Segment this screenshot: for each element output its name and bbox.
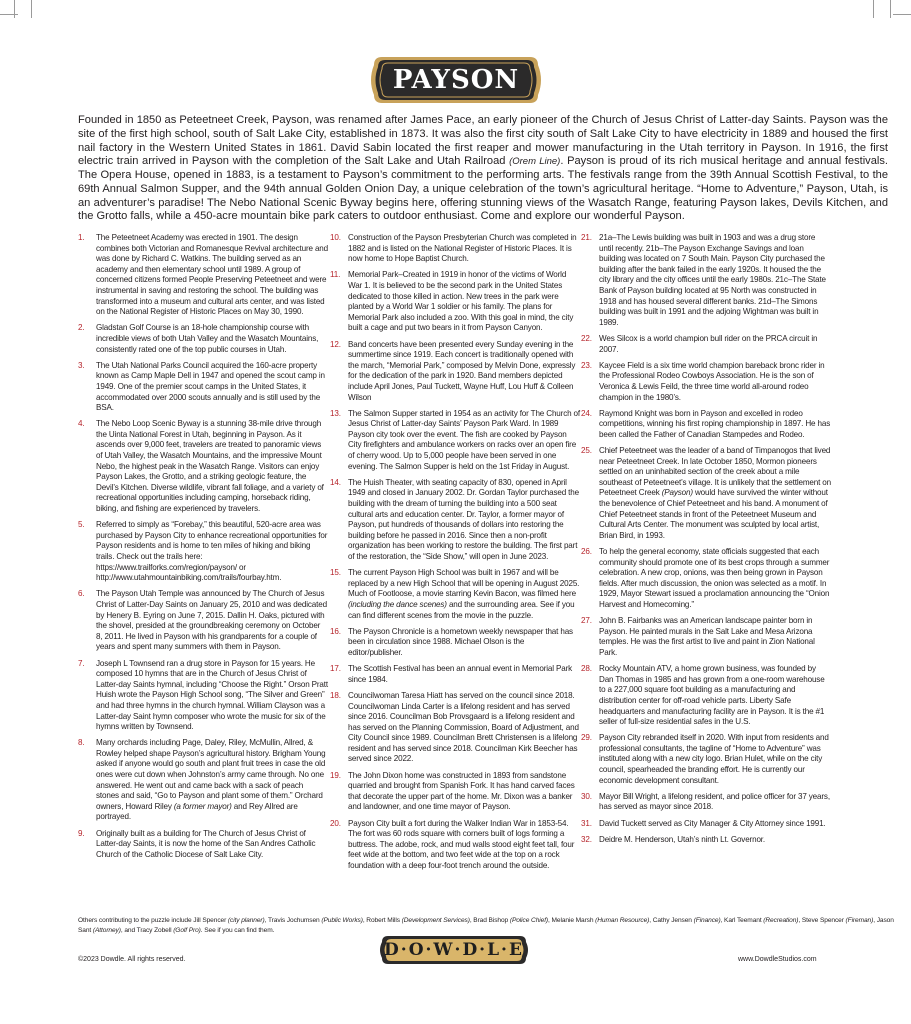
legend-item-number: 6. xyxy=(78,589,85,599)
legend-item-number: 7. xyxy=(78,658,85,668)
legend-item-number: 11. xyxy=(330,270,341,280)
legend-item-text: Memorial Park–Created in 1919 in honor of the victims of World War 1. It is believed to be the second park in the United States dedicated to those killed in action. New trees in the park were planted by a World War 1 soldier or his family. The plans for Memorial Park also included a zoo. With this goal in mind, the city built a cage and put two bears in it from Payson Canyon. xyxy=(348,270,574,333)
legend-item-text: Construction of the Payson Presbyterian Church was completed in 1882 and is listed on the National Register of Historic Places. It is now home to Hope Baptist Church. xyxy=(348,233,577,264)
contributors-note xyxy=(78,916,898,935)
legend-item xyxy=(78,589,328,653)
contributors-note-text: , and Tracy Zobell xyxy=(120,926,174,934)
legend-item-number: 27. xyxy=(581,616,592,626)
legend-item-text: The current Payson High School was built in 1967 and will be replaced by a new High School that will be opening in August 2025. Much of Footloose, a movie starring Kevin Bacon, was filmed here xyxy=(348,568,580,599)
legend-column-3 xyxy=(581,233,831,851)
legend-item-number: 24. xyxy=(581,408,592,418)
legend-item-text: Gladstan Golf Course is an 18-hole championship course with incredible views of both Utah Valley and the Wasatch Mountains, consistently rated one of the top public courses in Utah. xyxy=(96,323,319,354)
legend-item-number: 1. xyxy=(78,233,85,242)
legend-item xyxy=(581,664,831,728)
page-title: PAYSON xyxy=(392,65,520,95)
legend-item-text: Payson City rebranded itself in 2020. With input from residents and professional consultants, the tagline of “Home to Adventure” was instituted along with a new city logo. Brian Hulet, while on the city council, spearheaded the branding effort. He is currently our economic development consultant. xyxy=(599,733,829,785)
legend-item-number: 25. xyxy=(581,446,592,456)
contributors-note-italic: (Human Resource) xyxy=(595,917,650,924)
legend-item-text: The Scottish Festival has been an annual event in Memorial Park since 1984. xyxy=(348,664,573,684)
legend-item-number: 4. xyxy=(78,419,85,429)
legend-item-text: The Payson Utah Temple was announced by The Church of Jesus Christ of Latter-Day Saints on January 25, 2010 and was dedicated by Henery B. Eyring on June 7, 2015. Dallin H. Oaks, pictured with the shovel, presided at the groundbreaking ceremony on October 8, 2011. He lived in Payson with his grandparents for a couple of years and spent many summers with them in Payson. xyxy=(96,589,327,652)
intro-paragraph xyxy=(78,114,888,224)
crop-mark xyxy=(890,0,891,18)
copyright-text: ©2023 Dowdle. All rights reserved. xyxy=(78,956,186,963)
legend-item xyxy=(330,627,580,659)
legend-item xyxy=(78,361,328,414)
legend-item xyxy=(581,616,831,658)
legend-item-number: 9. xyxy=(78,828,85,838)
legend-item-number: 21. xyxy=(581,233,592,242)
legend-item-number: 32. xyxy=(581,834,592,844)
legend-item-number: 8. xyxy=(78,738,85,748)
contributors-note-italic: (Police Chief) xyxy=(509,917,549,924)
legend-item-number: 5. xyxy=(78,520,85,530)
crop-mark xyxy=(14,0,15,18)
legend-item-text-italic: (including the dance scenes) xyxy=(348,599,447,609)
legend-item-text: John B. Fairbanks was an American landscape painter born in Payson. He painted murals in the Salt Lake and Mesa Arizona temples. He was the first artist to live and paint in Zion National Park. xyxy=(599,616,815,657)
crop-mark xyxy=(873,0,874,18)
intro-text: . Payson is proud of its rich musical heritage and annual festivals. The Opera House, opened in 1883, is a testament to Payson’s commitment to the performing arts. The festivals range from the 39th Annual Scottish Festival, to the 69th Annual Salmon Supper, and the 94th annual Golden Onion Day, a unique celebration of the town’s agricultural heritage. “Home to Adventure,” Payson, Utah, is an adventurer’s paradise! The Nebo National Scenic Byway begins here, offering stunning views of the Wasatch Range, featuring Payson lakes, Devils Kitchen, and the Grotto falls, while a 450-acre mountain bike park caters to outdoor enthusiast. Come and explore our wonderful Payson. xyxy=(78,155,888,223)
legend-item-number: 13. xyxy=(330,408,341,418)
legend-column-2 xyxy=(330,233,580,877)
legend-item xyxy=(330,771,580,813)
legend-item xyxy=(330,691,580,765)
contributors-note-italic: (city planner) xyxy=(227,917,265,924)
legend-item xyxy=(330,664,580,685)
legend-item-text: The Payson Chronicle is a hometown weekly newspaper that has been in circulation since 1988. Michael Olson is the editor/publisher. xyxy=(348,626,573,657)
legend-item-text: Many orchards including Page, Daley, Riley, McMullin, Allred, & Rowley helped shape Payson’s agricultural history. Brigham Young asked if anyone would go south and plant fruit trees in case the old ones were cut down when Johnston’s army came through. No one answered. He went out and came back with a sack of peach stones and said, “Go to Payson and plant some of them.” Orchard owners, Howard Riley xyxy=(96,738,326,811)
legend-item-number: 23. xyxy=(581,360,592,370)
legend-item xyxy=(78,829,328,861)
legend-item xyxy=(330,270,580,334)
legend-item xyxy=(581,446,831,541)
contributors-note-text: , Cathy Jensen xyxy=(649,917,694,924)
legend-item-number: 10. xyxy=(330,233,341,242)
legend-item-number: 28. xyxy=(581,664,592,674)
intro-text-italic: (Orem Line) xyxy=(509,156,561,168)
legend-item-text: The Huish Theater, with seating capacity of 830, opened in April 1949 and closed in January 2002. Dr. Gordan Taylor purchased the building with the dream of turning the building into a 500 seat cultural arts and education center. Dr. Taylor, a former mayor of Payson, put hundreds of thousands of dollars into restoring the building before he passed in 2016. Since then a non-profit organization has been working to restore the building. The first part of the restoration, the “Side Show,” will open in June 2023. xyxy=(348,477,579,561)
contributors-note-text: Others contributing to the puzzle include Jill Spencer xyxy=(78,917,228,924)
legend-item-number: 14. xyxy=(330,477,341,487)
legend-item xyxy=(581,835,831,846)
contributors-note-text: , Steve Spencer xyxy=(798,917,846,924)
legend-item xyxy=(581,733,831,786)
intro-text: Founded in 1850 as Peteetneet Creek, Payson, was renamed after James Pace, an early pioneer of the Church of Jesus Christ of Latter-day Saints. Payson was the site of the first high school, south of Salt Lake City, established in 1873. It was also the first city south of Salt Lake City to have electricity in 1889 and housed the first nail factory in the Western United States in 1861. David Sabin located the first reaper and mower manufacturing in the Utah territory in Payson. In 1916, the first electric train arrived in Payson with the completion of the Salt Lake and Utah Railroad xyxy=(78,114,888,168)
legend-item-number: 15. xyxy=(330,568,341,578)
legend-item-number: 16. xyxy=(330,626,341,636)
legend-item-text: Councilwoman Taresa Hiatt has served on the council since 2018. Councilwoman Linda Carter is a lifelong resident and has served since 2016. Councilman Bob Provsgaard is a lifelong resident and has served on the Planning Commission, Board of Adjustment, and City Council since 1989. Councilman Brett Christensen is a lifelong resident and has served since 2018. Councilman Kirk Beecher has served since 2022. xyxy=(348,690,579,764)
legend-item xyxy=(581,334,831,355)
legend-item-text: Wes Silcox is a world champion bull rider on the PRCA circuit in 2007. xyxy=(599,333,818,354)
legend-item xyxy=(581,792,831,813)
legend-item-text: Referred to simply as “Forebay,” this beautiful, 520-acre area was purchased by Payson City to enhance recreational opportunities for Payson residents and is home to ten miles of hiking and biking trails. Check out the trails here: https://www.trailforks.com/region/payson/ or http://www.utahmountainbiking.com/trails/fourbay.htm. xyxy=(96,520,328,583)
website-link[interactable]: www.DowdleStudios.com xyxy=(738,956,817,963)
contributors-note-italic: (Fireman) xyxy=(845,917,874,924)
dowdle-logo xyxy=(378,935,530,965)
legend-item-text: The Nebo Loop Scenic Byway is a stunning 38-mile drive through the Uinta National Forest in Utah, beginning in Payson. As it ascends over 9,000 feet, travelers are treated to panoramic views of Utah Valley, the Wasatch Mountains, and the impressive Mount Nebo, the highest peak in the Wasatch Range. Visitors can enjoy Payson Lakes, the Grotto, and a striking geologic feature, the Devil’s Kitchen. Diverse wildlife, vibrant fall foliage, and a variety of recreational opportunities including camping, horseback riding, biking, and fishing are experienced by travelers. xyxy=(96,419,324,514)
contributors-note-text: , Karl Teemant xyxy=(720,917,764,924)
legend-item-text: Originally built as a building for The Church of Jesus Christ of Latter-day Saints, it is now the home of the San Andres Catholic Church of the Catholic Diocese of Salt Lake City. xyxy=(96,828,316,859)
legend-item-text: David Tuckett served as City Manager & City Attorney since 1991. xyxy=(599,818,826,828)
legend-item-text: would have survived the winter without the benevolence of Chief Peteetneet and his band. A monument of Chief Peteetneet stands in front of the Peteetneet Museum and Cultural Arts Center. The monument was sculpted by local artist, Brian Bird, in 1993. xyxy=(599,488,828,540)
legend-item xyxy=(78,233,328,318)
legend-item xyxy=(581,361,831,403)
legend-item-text: and the surrounding area. See if you can find different scenes from the movie in the puzzle. xyxy=(348,599,575,620)
contributors-note-text: , Travis Jochumsen xyxy=(264,917,322,924)
legend-item-number: 2. xyxy=(78,323,85,333)
crop-mark xyxy=(893,14,911,15)
contributors-note-text: . See if you can find them. xyxy=(200,926,275,934)
legend-item-number: 30. xyxy=(581,791,592,801)
legend-item-text-italic: (a former mayor) xyxy=(173,801,232,811)
legend-item-number: 19. xyxy=(330,770,341,780)
title-banner xyxy=(368,55,544,105)
contributors-note-text: , Brad Bishop xyxy=(469,917,510,924)
legend-item-text: Rocky Mountain ATV, a home grown business, was founded by Dan Thomas in 1985 and has grown from a one-room warehouse to a 227,000 square foot building as a manufacturing and distribution center for off-road vehicle parts. Liberty Safe headquarters and manufacturing facility are in Payson. It is the #1 seller of full-size residential safes in the U.S. xyxy=(599,664,825,727)
legend-item xyxy=(78,323,328,355)
legend-item xyxy=(581,233,831,328)
legend-item-text: Band concerts have been presented every Sunday evening in the summertime since 1919. Each concert is traditionally opened with the march, “Memorial Park,” composed by Melvin Done, expressly for the dedication of the park in 1920. Band members depicted include April Jones, Paul Tuckett, Wayne Huff, Lou Huff & Colleen Wilson xyxy=(348,339,576,402)
legend-item-number: 17. xyxy=(330,664,341,674)
legend-item-text: The John Dixon home was constructed in 1893 from sandstone quarried and brought from Spanish Fork. It has hand carved faces that decorate the upper part of the home. Mr. Dixon was a banker and landowner, and one time mayor of Payson. xyxy=(348,770,575,812)
legend-item xyxy=(330,340,580,404)
contributors-note-text: , Melanie Marsh xyxy=(548,917,596,924)
legend-item-number: 26. xyxy=(581,547,592,556)
legend-item xyxy=(78,520,328,584)
legend-item xyxy=(330,409,580,473)
legend-item-text-italic: (Payson) xyxy=(661,488,693,498)
legend-item-text: The Peteetneet Academy was erected in 1901. The design combines both Victorian and Romanesque Revival architecture and was done by Richard C. Watkins. The building served as an academy and then elementary school until 1989. A group of concerned citizens formed People Preserving Peteetneet and were instrumental in saving and restoring the school. The building was transformed into a museum and cultural arts center, and was listed on the National Register of Historic Places on May 30, 1990. xyxy=(96,233,329,317)
legend-item xyxy=(330,819,580,872)
legend-item xyxy=(581,409,831,441)
legend-item xyxy=(330,233,580,265)
legend-item-text: 21a–The Lewis building was built in 1903 and was a drug store until recently. 21b–The Payson Exchange Savings and loan building was located on 7 South Main. Payson City purchased the building after the bank failed in the early 1920s. It housed the the city library and the city offices until the early 1980s. 21c–The State Bank of Payson building located at 95 North was constructed in 1918 and has housed several different banks. 21d–The Simons building was built in 1991 and the adjoing Wightman was built in 1989. xyxy=(599,233,826,327)
legend-item-number: 3. xyxy=(78,360,85,370)
legend-item xyxy=(581,547,831,611)
contributors-note-italic: (Golf Pro) xyxy=(173,926,201,934)
legend-item-number: 18. xyxy=(330,690,341,700)
contributors-note-italic: (Recreation) xyxy=(763,917,799,924)
legend-item-number: 29. xyxy=(581,733,592,743)
legend-item-number: 22. xyxy=(581,333,592,343)
contributors-note-italic: (Finance) xyxy=(693,917,721,924)
legend-item xyxy=(78,419,328,514)
contributors-note-italic: (Development Services) xyxy=(401,917,470,924)
legend-item-text: Mayor Bill Wright, a lifelong resident, and police officer for 37 years, has served as mayor since 2018. xyxy=(599,791,830,812)
legend-item xyxy=(78,659,328,733)
legend-item xyxy=(581,819,831,830)
legend-item-number: 31. xyxy=(581,818,592,828)
legend-item-text: Joseph L Townsend ran a drug store in Payson for 15 years. He composed 10 hymns that are in the Church of Jesus Christ of Latter-day Saints hymnal, including “Choose the Right.” Orson Pratt Huish wrote the Payson High School song, “The Silver and Green” and had three hymns in the church hymnal. William Clayson was a Latter-day Saint hymn composer who wrote the music for six of the hymns written by Townsend. xyxy=(96,658,328,732)
logo-text: D·O·W·D·L·E xyxy=(384,940,524,960)
contributors-note-italic: (Public Works) xyxy=(321,917,363,924)
legend-item xyxy=(78,738,328,823)
legend-item-text: The Utah National Parks Council acquired the 160-acre property known as Camp Maple Dell in 1947 and opened the scout camp in 1949. One of the premier scout camps in the United States, it accommodated over 2000 scouts annually and is still used by the BSA. xyxy=(96,360,325,413)
crop-mark xyxy=(0,14,18,15)
contributors-note-italic: (Attorney) xyxy=(92,926,121,934)
legend-item-text: The Salmon Supper started in 1954 as an activity for The Church of Jesus Christ of Latter-day Saints’ Payson Park Ward. In 1989 Payson city took over the event. The fish are cooked by Payson City firefighters and ambulance workers on racks over an open fire of cherry wood. Up to 5,000 people have been served in one evening. The Salmon Supper is held on the 1st Friday in August. xyxy=(348,408,580,471)
contributors-note-text: , Jason Sant xyxy=(78,917,894,934)
legend-item-text: To help the general economy, state officials suggested that each community should promote one of its best crops through a summer celebration. A new crop, onions, was then being grown in Payson fields. After much discussion, the onion was selected as a motif. In 1929, Mayor Stewart issued a proclamation announcing the “Onion Harvest and Homecoming.” xyxy=(599,547,830,609)
legend-item xyxy=(330,568,580,621)
legend-item-text: Deidre M. Henderson, Utah’s ninth Lt. Governor. xyxy=(599,834,766,844)
legend-item-text: Payson City built a fort during the Walker Indian War in 1853-54. The fort was 60 rods square with corners built of logs forming a buttress. The adobe, rock, and mud walls stood eight feet tall, four feet wide at the bottom, and two feet wide at the top on a rock foundation with a deep four-foot trench around the outside. xyxy=(348,818,575,870)
legend-item-text: Kaycee Field is a six time world champion bareback bronc rider in the Professional Rodeo Cowboys Association. He is the son of Veronica & Lewis Feild, the three time world all-around rodeo champion in the 1980’s. xyxy=(599,360,825,402)
legend-item xyxy=(330,478,580,563)
contributors-note-text: , Robert Mills xyxy=(362,917,402,924)
legend-column-1 xyxy=(78,233,328,866)
legend-item-text: Raymond Knight was born in Payson and excelled in rodeo competitions, winning his first roping championship in 1897. He has been called the Father of Canadian Stampedes and Rodeo. xyxy=(599,408,831,439)
crop-mark xyxy=(31,0,32,18)
legend-item-number: 20. xyxy=(330,818,341,828)
legend-item-number: 12. xyxy=(330,339,341,349)
legend-item-text: Chief Peteetneet was the leader of a band of Timpanogos that lived near Peteetneet Creek. In late October 1850, Mormon pioneers settled on an uninhabited section of the creek about a mile southeast of Peteetneet’s village. It is unlikely that the settlement on Peteetneet Creek xyxy=(599,446,832,498)
legend-item-text: and Rey Allred are portrayed. xyxy=(96,801,298,822)
